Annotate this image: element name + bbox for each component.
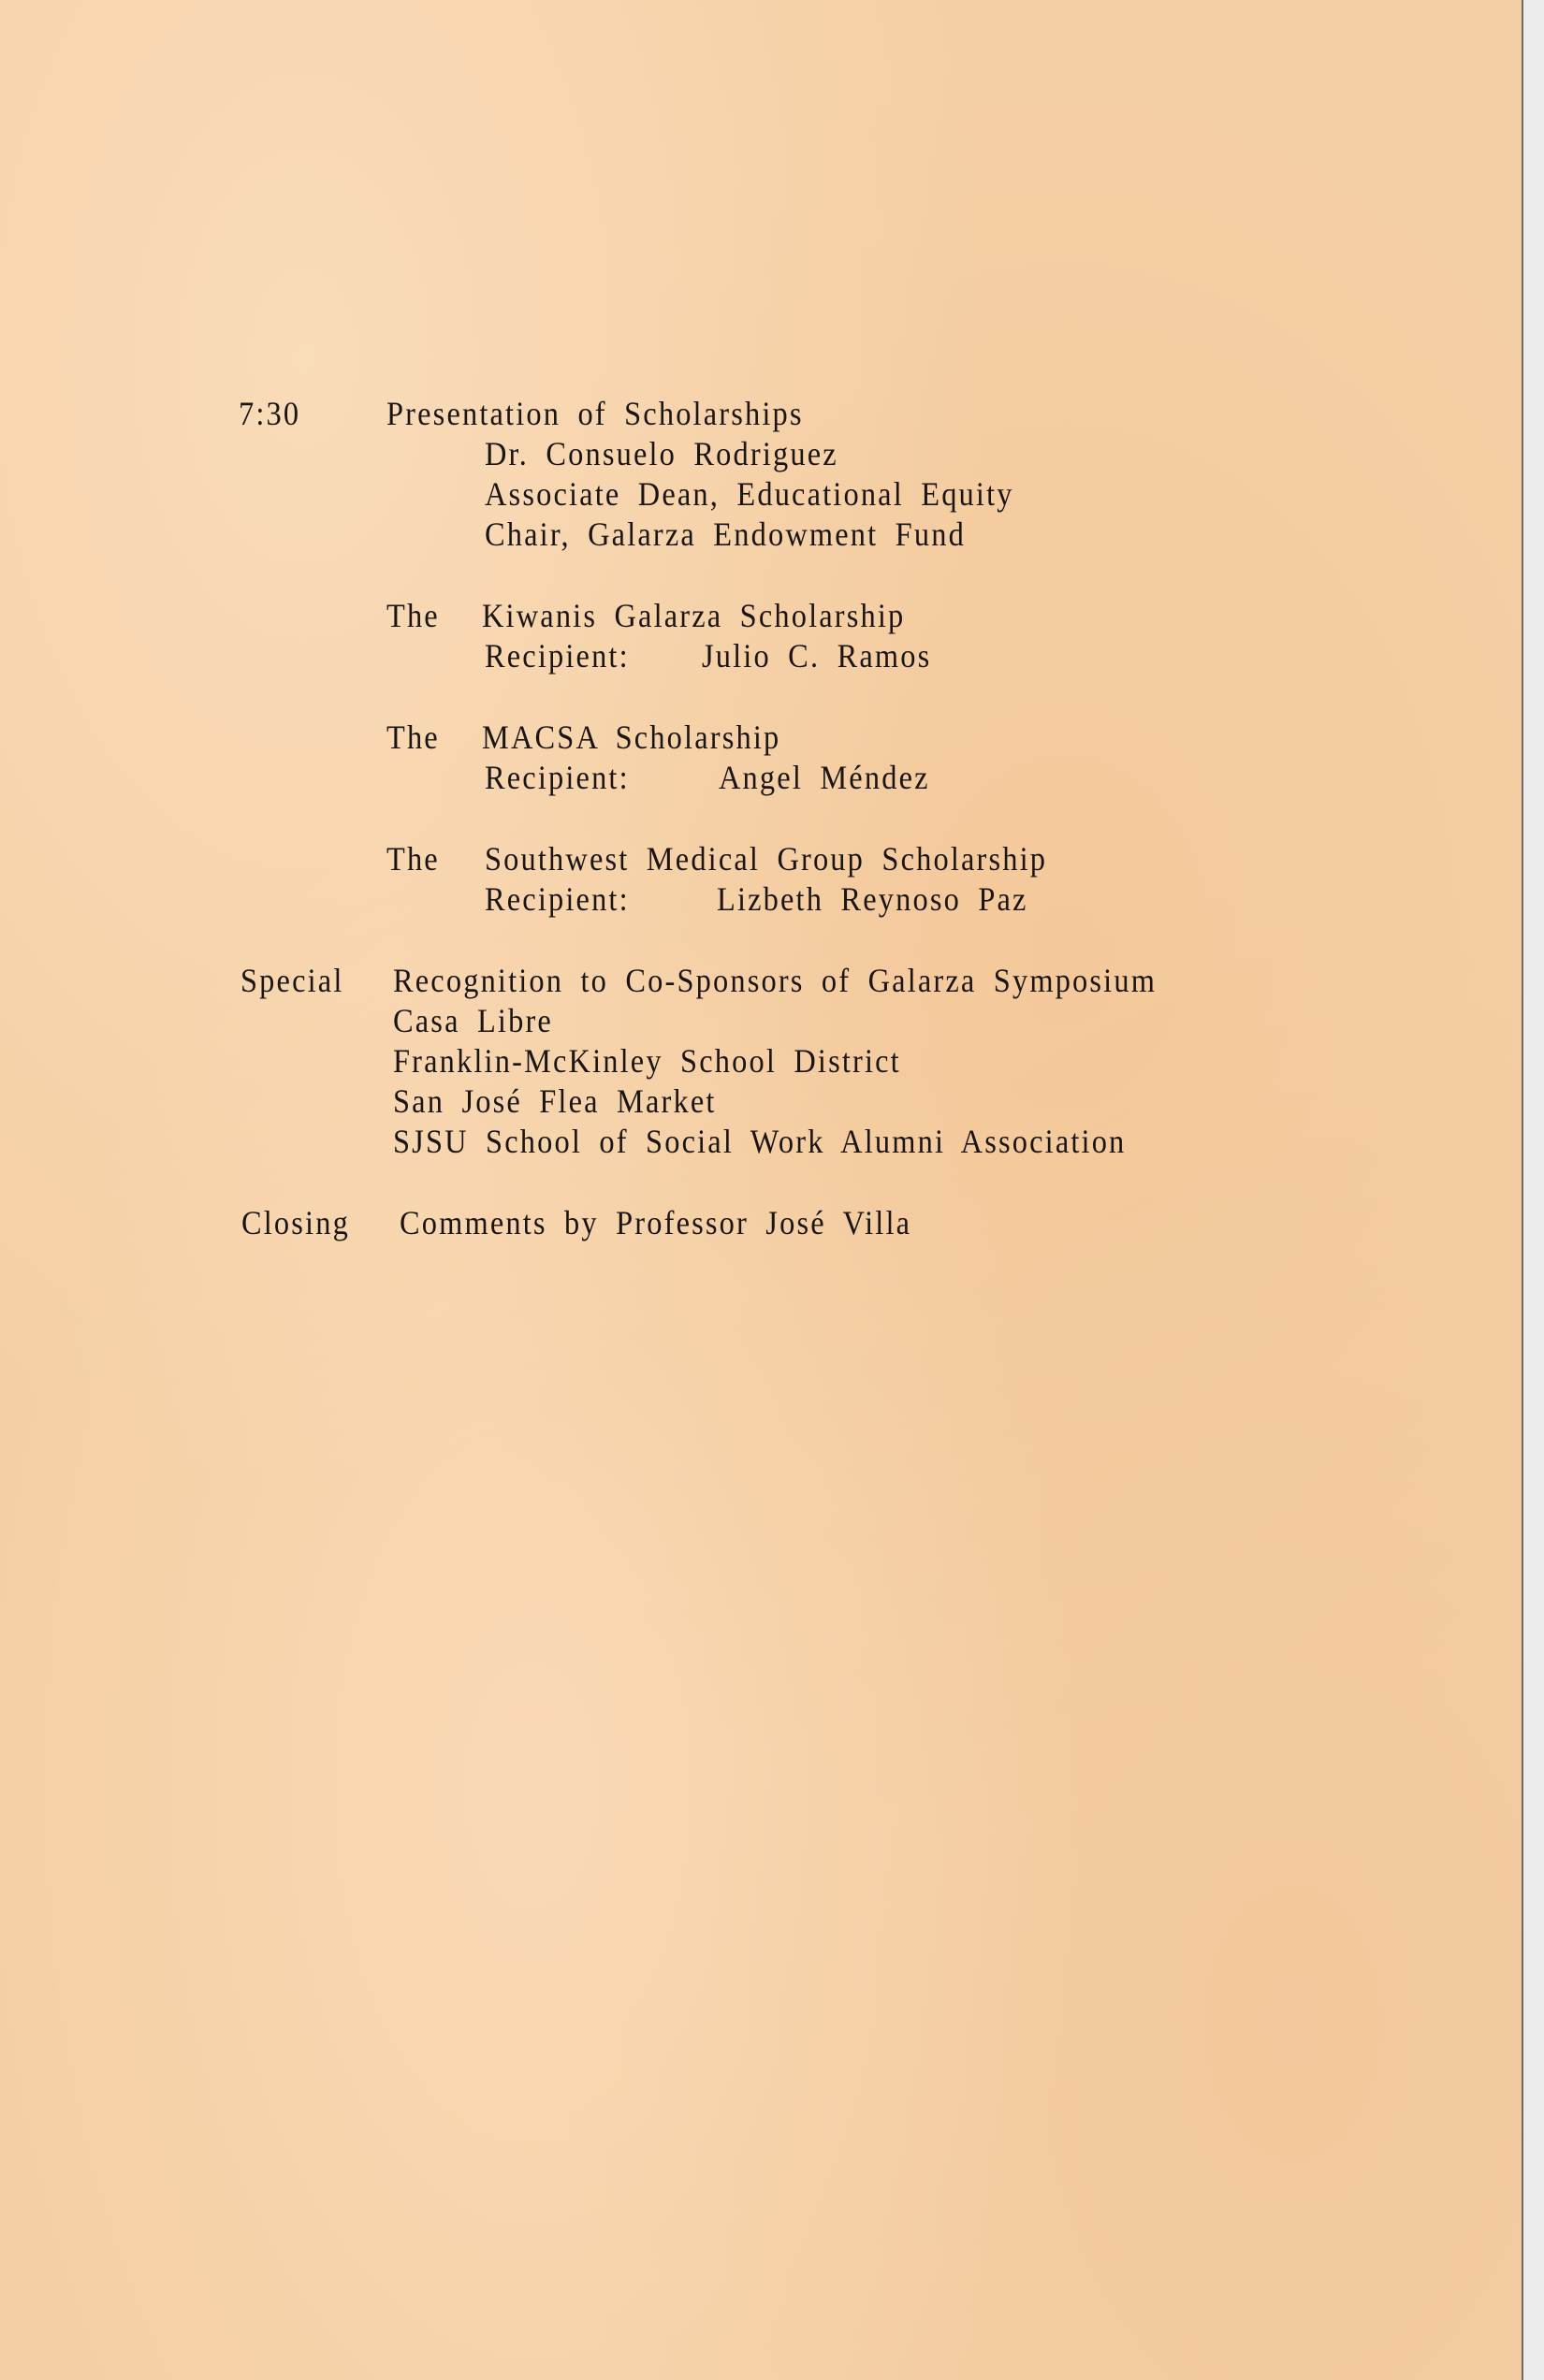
recipient-name: Lizbeth Reynoso Paz [717,880,1028,918]
presenter-title-2: Chair, Galarza Endowment Fund [485,515,966,553]
scholarship-name: Kiwanis Galarza Scholarship [482,597,906,634]
sponsor-item: San José Flea Market [393,1082,717,1120]
closing-text: Comments by Professor José Villa [400,1204,912,1241]
sponsor-item: Casa Libre [393,1002,553,1039]
special-label: Special [240,962,344,999]
scholarship-prefix: The [386,597,440,634]
program-time: 7:30 [239,395,301,432]
presenter-title-1: Associate Dean, Educational Equity [485,475,1014,513]
scholarship-prefix: The [386,840,440,878]
presentation-title: Presentation of Scholarships [386,395,804,432]
recipient-name: Julio C. Ramos [702,637,932,675]
sponsor-item: SJSU School of Social Work Alumni Association [393,1123,1127,1160]
sponsor-item: Franklin-McKinley School District [393,1042,901,1080]
presenter-name: Dr. Consuelo Rodriguez [485,435,838,472]
scholarship-name: Southwest Medical Group Scholarship [485,840,1048,878]
recipient-name: Angel Méndez [719,759,930,796]
special-heading: Recognition to Co-Sponsors of Galarza Symposium [393,962,1158,999]
recipient-label: Recipient: [485,637,630,675]
recipient-label: Recipient: [485,880,630,918]
recipient-label: Recipient: [485,759,630,796]
scholarship-name: MACSA Scholarship [482,718,781,756]
scholarship-prefix: The [386,718,440,756]
closing-label: Closing [241,1204,350,1241]
